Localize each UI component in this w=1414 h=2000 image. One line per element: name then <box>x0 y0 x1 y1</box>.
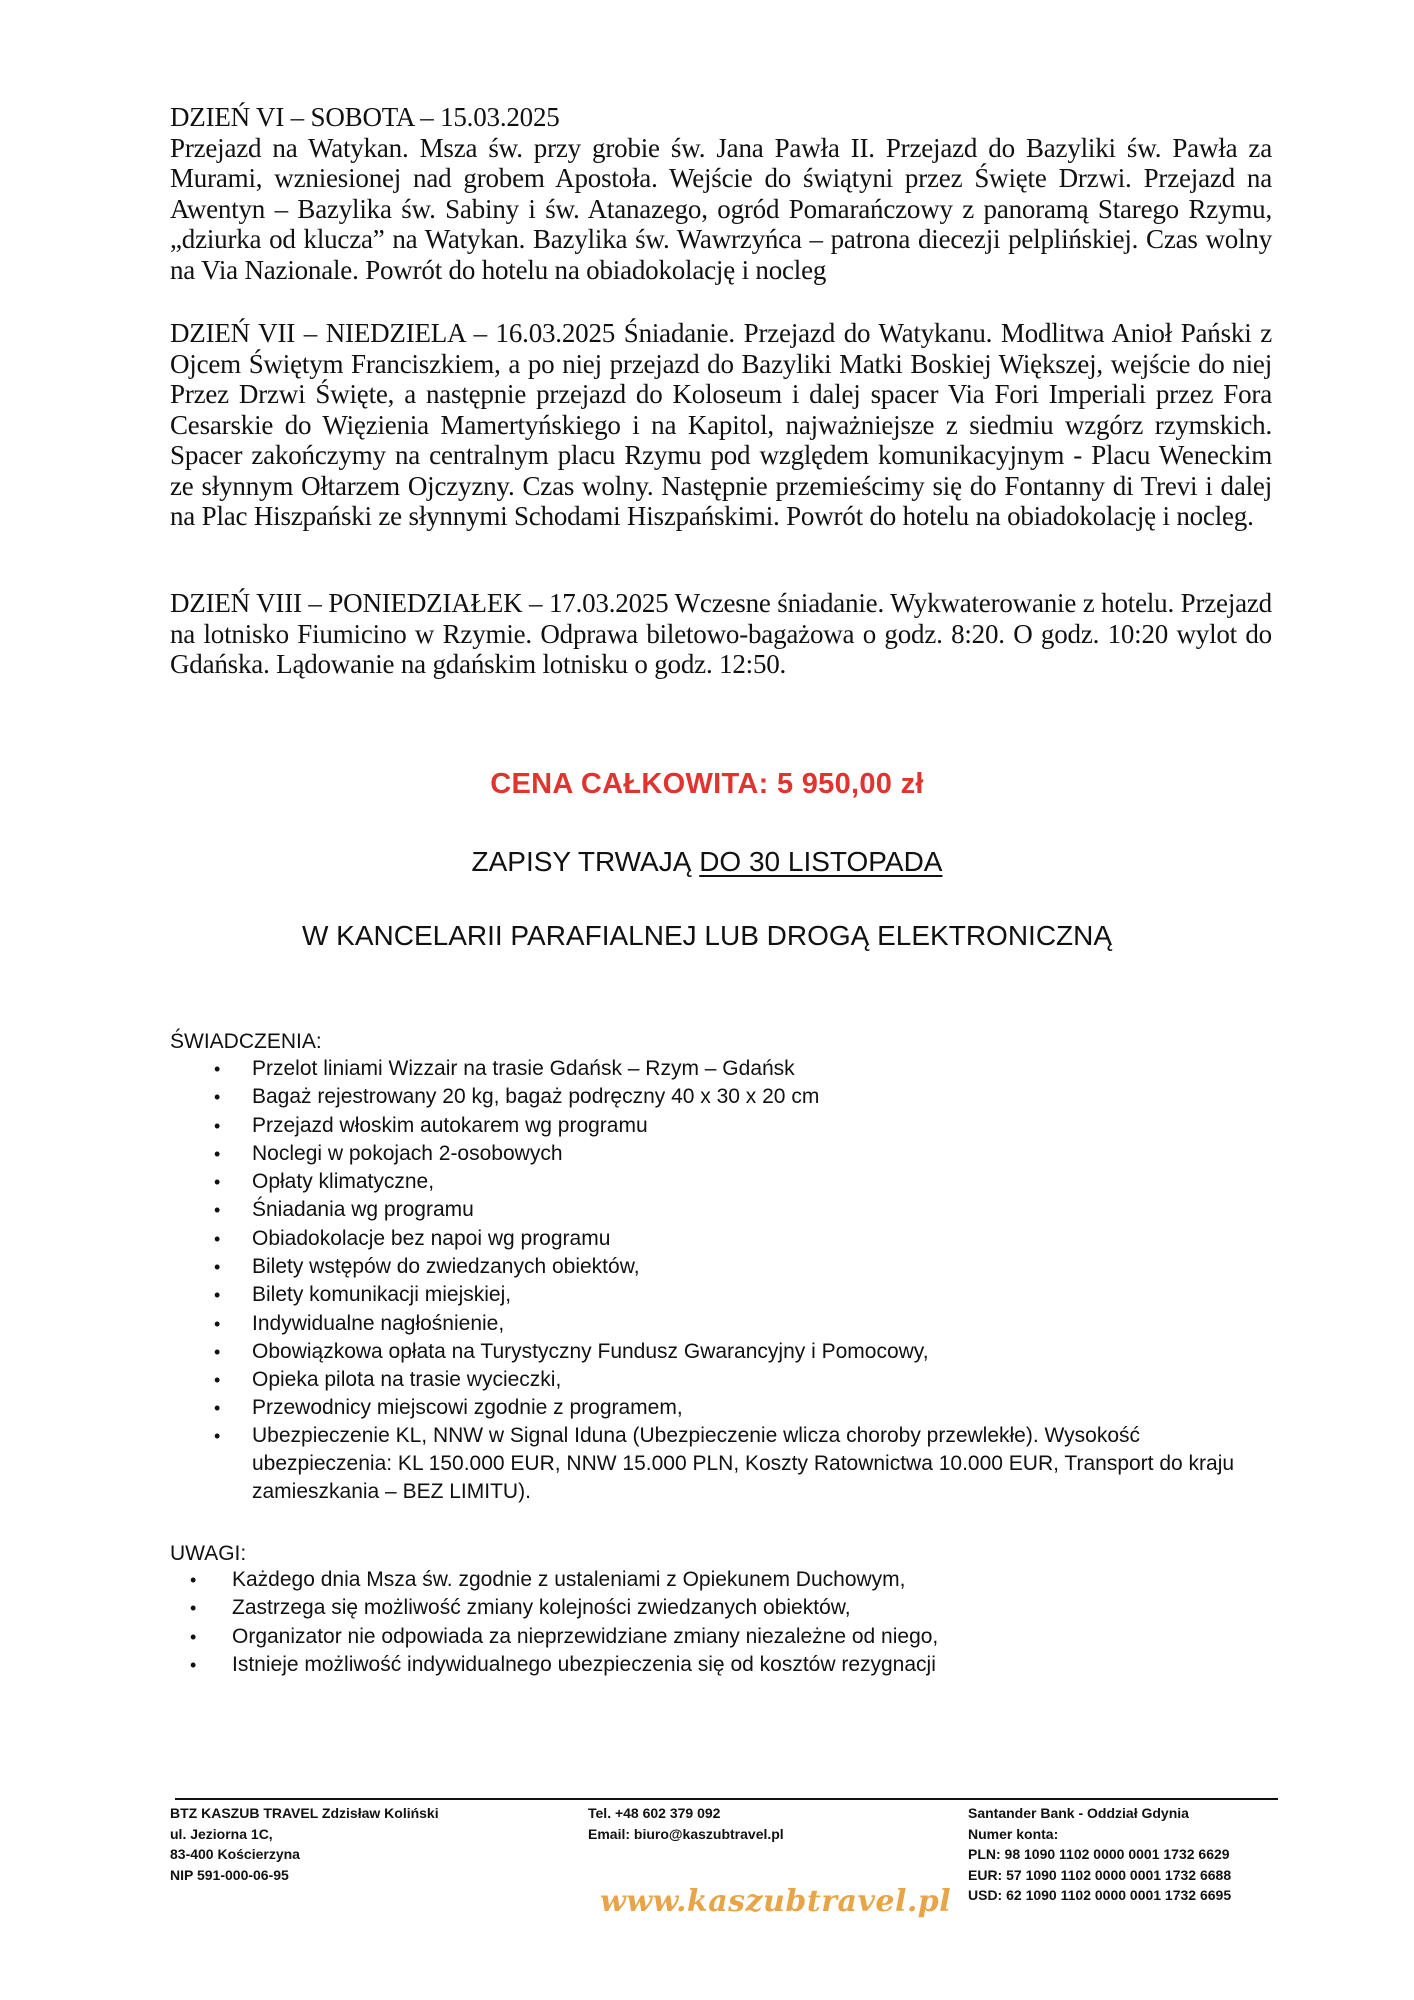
benefits-list <box>214 1055 1272 1506</box>
benefit-item: • Indywidualne nagłośnienie, <box>252 1310 1272 1338</box>
benefit-item: • Bilety komunikacji miejskiej, <box>252 1281 1272 1309</box>
bullet-icon: • <box>214 1341 221 1362</box>
bank-account-usd: USD: 62 1090 1102 0000 0001 1732 6695 <box>968 1887 1232 1903</box>
benefit-item: • Śniadania wg programu <box>252 1196 1272 1224</box>
bullet-icon: • <box>214 1087 221 1108</box>
bullet-icon: • <box>214 1313 221 1334</box>
note-item: • Istnieje możliwość indywidualnego ubezpieczenia się od kosztów rezygnacji <box>232 1651 1272 1679</box>
benefit-item: • Opłaty klimatyczne, <box>252 1168 1272 1196</box>
notes-list <box>190 1566 1272 1679</box>
website-link[interactable]: www.kaszubtravel.pl <box>600 1884 952 1919</box>
benefit-item: • Obowiązkowa opłata na Turystyczny Fundusz Gwarancyjny i Pomocowy, <box>252 1338 1272 1366</box>
benefit-item: • Opieka pilota na trasie wycieczki, <box>252 1366 1272 1394</box>
itinerary-day-6 <box>170 102 1272 285</box>
bullet-icon: • <box>214 1257 221 1278</box>
bank-name: Santander Bank - Oddział Gdynia <box>968 1805 1189 1821</box>
bullet-icon: • <box>190 1626 197 1647</box>
benefit-item: • Noclegi w pokojach 2-osobowych <box>252 1140 1272 1168</box>
bank-account-label: Numer konta: <box>968 1825 1059 1842</box>
bank-account-pln: PLN: 98 1090 1102 0000 0001 1732 6629 <box>968 1846 1230 1862</box>
bullet-icon: • <box>190 1598 197 1619</box>
contact-email[interactable]: Email: biuro@kaszubtravel.pl <box>588 1825 784 1842</box>
bullet-icon: • <box>214 1285 221 1306</box>
note-item: • Zastrzega się możliwość zmiany kolejności zwiedzanych obiektów, <box>232 1594 1272 1622</box>
benefit-item: • Obiadokolacje bez napoi wg programu <box>252 1225 1272 1253</box>
benefits-heading: ŚWIADCZENIA: <box>170 1030 322 1053</box>
bullet-icon: • <box>214 1059 221 1079</box>
bullet-icon: • <box>214 1370 221 1391</box>
benefit-item: • Bilety wstępów do zwiedzanych obiektów, <box>252 1253 1272 1281</box>
notes-heading: UWAGI: <box>170 1542 247 1565</box>
benefit-item: • Bagaż rejestrowany 20 kg, bagaż podręczny 40 x 30 x 20 cm <box>252 1083 1272 1111</box>
signup-deadline-date: DO 30 LISTOPADA <box>699 846 943 877</box>
bullet-icon: • <box>190 1654 197 1675</box>
footer-company-info <box>170 1803 439 1885</box>
company-name: BTZ KASZUB TRAVEL Zdzisław Koliński <box>170 1805 439 1821</box>
bullet-icon: • <box>214 1426 221 1447</box>
signup-prefix: ZAPISY TRWAJĄ <box>471 846 700 877</box>
bullet-icon: • <box>214 1200 221 1221</box>
total-price: CENA CAŁKOWITA: 5 950,00 zł <box>490 768 924 800</box>
bullet-icon: • <box>214 1143 221 1164</box>
bullet-icon: • <box>214 1228 221 1249</box>
contact-phone[interactable]: Tel. +48 602 379 092 <box>588 1805 721 1821</box>
benefit-item: • Ubezpieczenie KL, NNW w Signal Iduna (Ubezpieczenie wlicza choroby przewlekłe). Wysokość ubezpieczenia: KL 150.000 EUR, NNW 15.000 PLN, Koszty Ratownictwa 10.000 EUR, Transport do kraju zamieszkania – BEZ LIMITU). <box>214 1424 1235 1504</box>
day-6-heading: DZIEŃ VI – SOBOTA – 15.03.2025 <box>170 102 560 132</box>
note-item: • Organizator nie odpowiada za nieprzewidziane zmiany niezależne od niego, <box>232 1623 1272 1651</box>
bullet-icon: • <box>214 1398 221 1419</box>
benefit-item: • Przelot liniami Wizzair na trasie Gdańsk – Rzym – Gdańsk <box>252 1055 1272 1083</box>
day-7-heading: DZIEŃ VII – NIEDZIELA – 16.03.2025 <box>170 318 624 348</box>
company-nip: NIP 591-000-06-95 <box>170 1866 289 1883</box>
bank-account-eur: EUR: 57 1090 1102 0000 0001 1732 6688 <box>968 1866 1232 1883</box>
bullet-icon: • <box>214 1172 221 1193</box>
day-6-text: Przejazd na Watykan. Msza św. przy grobie św. Jana Pawła II. Przejazd do Bazyliki św. Pawła za Murami, wzniesionej nad grobem Apostoła. Wejście do świątyni przez Święte Drzwi. Przejazd na Awentyn – Bazylika św. Sabiny i św. Atanazego, ogród Pomarańczowy z panoramą Starego Rzymu, „dziurka od klucza” na Watykan. Bazylika św. Wawrzyńca – patrona diecezji pelplińskiej. Czas wolny na Via Nazionale. Powrót do hotelu na obiadokolację i nocleg <box>170 132 1272 285</box>
signup-deadline <box>0 846 1414 878</box>
benefit-item: • Przejazd włoskim autokarem wg programu <box>252 1112 1272 1140</box>
day-8-heading: DZIEŃ VIII – PONIEDZIAŁEK – 17.03.2025 <box>170 588 675 618</box>
day-7-text: Śniadanie. Przejazd do Watykanu. Modlitwa Anioł Pański z Ojcem Świętym Franciszkiem, a po niej przejazd do Bazyliki Matki Boskiej Większej, wejście do niej Przez Drzwi Święte, a następnie przejazd do Koloseum i dalej spacer Via Fori Imperiali przez Fora Cesarskie do Więzienia Mamertyńskiego i na Kapitol, najważniejsze z siedmiu wzgórz rzymskich. Spacer zakończymy na centralnym placu Rzymu pod względem komunikacyjnym - Placu Weneckim ze słynnym Ołtarzem Ojczyzny. Czas wolny. Następnie przemieścimy się do Fontanny di Trevi i dalej na Plac Hiszpański ze słynnymi Schodami Hiszpańskimi. Powrót do hotelu na obiadokolację i nocleg. <box>170 318 1272 531</box>
benefit-item: • Przewodnicy miejscowi zgodnie z programem, <box>252 1394 1272 1422</box>
company-street: ul. Jeziorna 1C, <box>170 1825 273 1842</box>
bullet-icon: • <box>190 1570 197 1590</box>
itinerary-day-7 <box>170 318 1272 532</box>
footer-contact-info <box>588 1803 784 1844</box>
itinerary-day-8 <box>170 588 1272 680</box>
signup-location: W KANCELARII PARAFIALNEJ LUB DROGĄ ELEKTRONICZNĄ <box>301 920 1113 951</box>
footer-bank-info <box>968 1803 1231 1906</box>
company-city: 83-400 Kościerzyna <box>170 1846 300 1862</box>
bullet-icon: • <box>214 1115 221 1136</box>
day-8-text: Wczesne śniadanie. Wykwaterowanie z hotelu. Przejazd na lotnisko Fiumicino w Rzymie. Odprawa biletowo-bagażowa o godz. 8:20. O godz. 10:20 wylot do Gdańska. Lądowanie na gdańskim lotnisku o godz. 12:50. <box>170 588 1272 679</box>
footer-divider <box>175 1798 1278 1800</box>
note-item: • Każdego dnia Msza św. zgodnie z ustaleniami z Opiekunem Duchowym, <box>232 1566 1272 1594</box>
